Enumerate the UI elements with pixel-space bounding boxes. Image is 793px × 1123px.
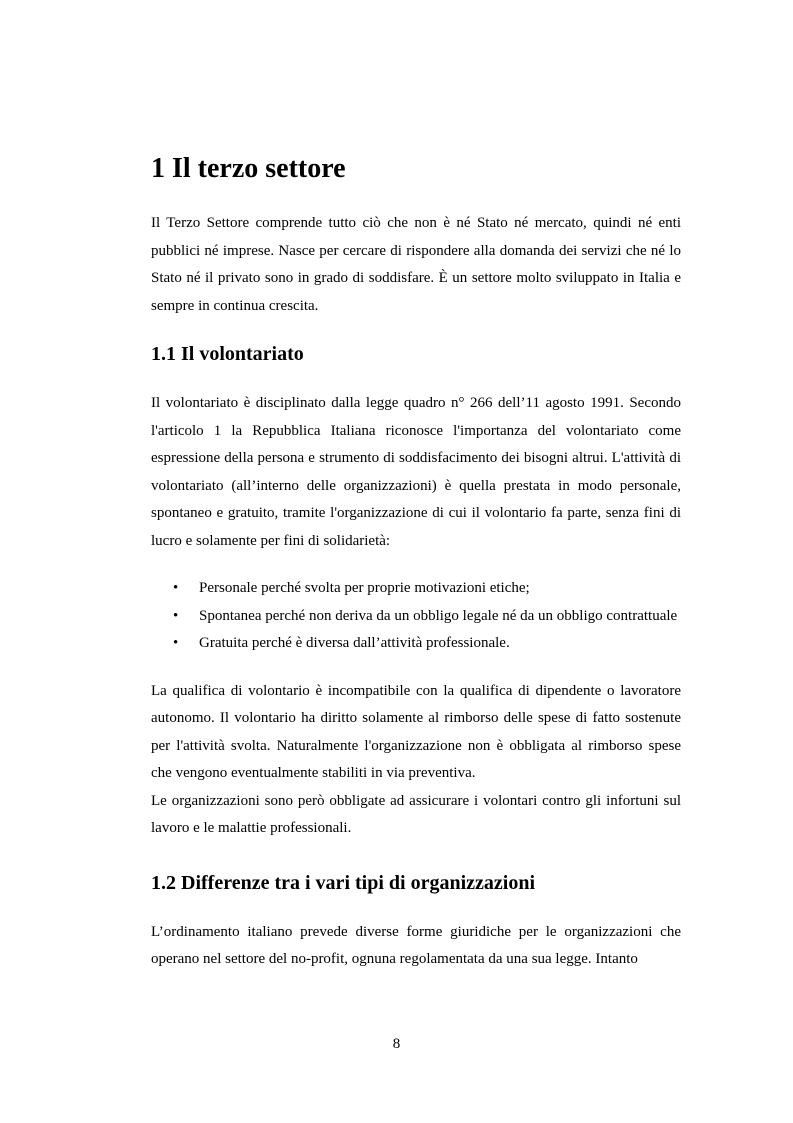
list-item (151, 603, 681, 631)
bullet-icon: • (173, 635, 179, 651)
bullet-icon: • (173, 607, 179, 624)
volontariato-paragraph: Il volontariato è disciplinato dalla legge quadro n° 266 dell’11 agosto 1991. Secondo l'articolo 1 la Repubblica Italiana riconosce l'importanza del volontariato come espressione della persona e strumento di soddisfacimento dei bisogni altrui. L'attività di volontariato (all’interno delle organizzazioni) è quella prestata in modo personale, spontaneo e gratuito, tramite l'organizzazione di cui il volontario fa parte, senza fini di lucro e solamente per fini di solidarietà: (151, 395, 681, 549)
bullet-icon: • (173, 580, 179, 596)
list-item-text: Personale perché svolta per proprie motivazioni etiche; (199, 580, 530, 596)
chapter-title: 1 Il terzo settore (151, 153, 346, 184)
section-heading-volontariato: 1.1 Il volontariato (151, 343, 304, 365)
list-item (151, 575, 681, 603)
list-item-text: Gratuita perché è diversa dall’attività professionale. (199, 635, 510, 651)
page-content (151, 150, 681, 994)
bullet-list (151, 575, 681, 658)
assicurazione-paragraph: Le organizzazioni sono però obbligate ad assicurare i volontari contro gli infortuni sul lavoro e le malattie professionali. (151, 792, 681, 836)
page-number: 8 (392, 1036, 401, 1052)
list-item-text: Spontanea perché non deriva da un obbligo legale né da un obbligo contrattuale (199, 607, 678, 624)
section-heading-organizzazioni: 1.2 Differenze tra i vari tipi di organizzazioni (151, 871, 535, 894)
intro-paragraph: Il Terzo Settore comprende tutto ciò che non è né Stato né mercato, quindi né enti pubblici né imprese. Nasce per cercare di rispondere alla domanda dei servizi che né lo Stato né il privato sono in grado di soddisfare. È un settore molto sviluppato in Italia e sempre in continua crescita. (151, 215, 681, 314)
organizzazioni-paragraph: L’ordinamento italiano prevede diverse forme giuridiche per le organizzazioni che operano nel settore del no-profit, ognuna regolamentata da una sua legge. Intanto (151, 923, 681, 967)
qualifica-paragraph: La qualifica di volontario è incompatibile con la qualifica di dipendente o lavoratore autonomo. Il volontario ha diritto solamente al rimborso delle spese di fatto sostenute per l'attività svolta. Naturalmente l'organizzazione non è obbligata al rimborso spese che vengono eventualmente stabiliti in via preventiva. (151, 682, 681, 781)
list-item (151, 630, 681, 658)
